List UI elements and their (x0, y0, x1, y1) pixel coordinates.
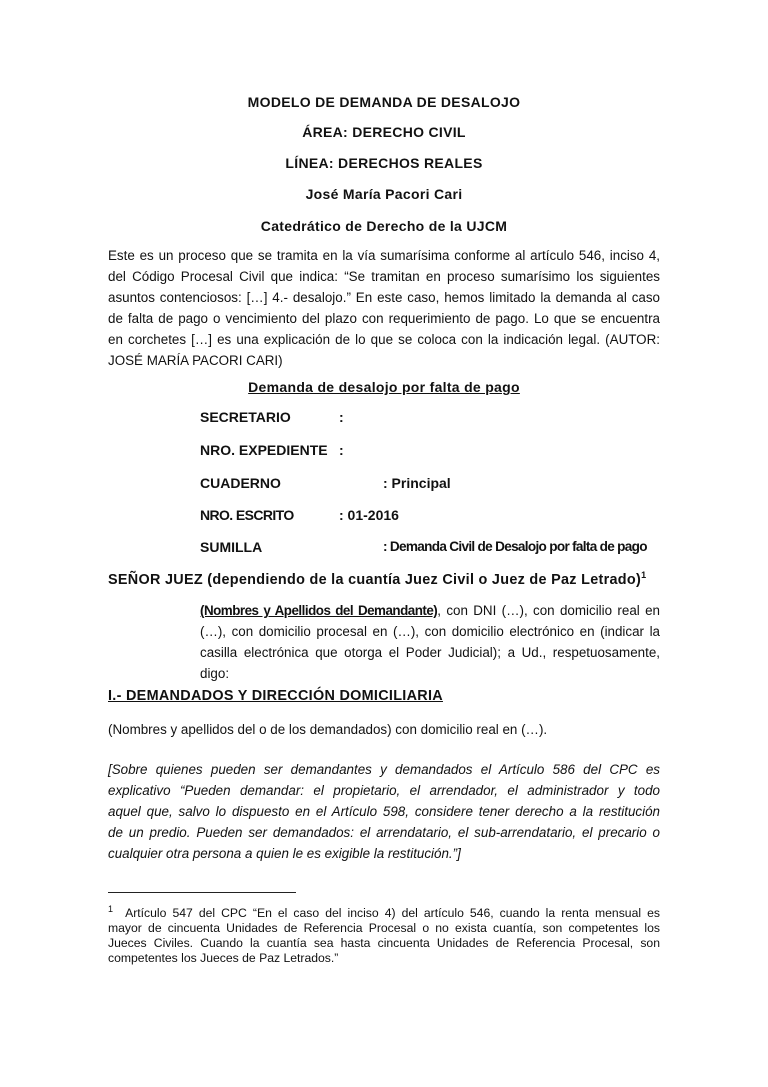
plaintiff-name-placeholder: (Nombres y Apellidos del Demandante) (200, 603, 438, 618)
footnote-line (108, 902, 660, 921)
plaintiff-line: digo: (200, 666, 230, 681)
legal-note (108, 759, 660, 864)
author-affiliation: Catedrático de Derecho de la UJCM (260, 218, 508, 234)
plaintiff-line: (…), con domicilio procesal en (…), con domicilio electrónico en (indicar la (200, 624, 660, 639)
judge-text: SEÑOR JUEZ (dependiendo de la cuantía Juez Civil o Juez de Paz Letrado) (108, 571, 642, 588)
footnote (108, 902, 660, 966)
intro-line: asuntos contenciosos: […] 4.- desalojo.” En este caso, hemos limitado la demanda al caso (108, 290, 660, 305)
judge-address (108, 570, 646, 588)
document-title: MODELO DE DEMANDA DE DESALOJO (247, 94, 521, 110)
footnote-ref[interactable]: 1 (641, 570, 647, 580)
legal-note-line: cualquier otra persona a quien le es exigible la restitución.”] (108, 846, 461, 861)
intro-line: JOSÉ MARÍA PACORI CARI) (108, 353, 283, 368)
cuaderno-value: : Principal (383, 475, 451, 491)
intro-line: en corchetes […] es una explicación de lo que se coloca con la indicación legal. (AUTOR: (108, 332, 660, 347)
footnote-line-text: Artículo 547 del CPC “En el caso del inciso 4) del artículo 546, cuando la renta mensual es (125, 906, 660, 921)
linea-line: LÍNEA: DERECHOS REALES (285, 155, 483, 171)
defendants-text: (Nombres y apellidos del o de los demandados) con domicilio real en (…). (108, 722, 548, 737)
secretario-label: SECRETARIO (200, 409, 291, 425)
footnote-number: 1 (108, 904, 114, 914)
escrito-label: NRO. ESCRITO (200, 507, 294, 523)
area-line: ÁREA: DERECHO CIVIL (302, 124, 466, 140)
escrito-value: : 01-2016 (339, 507, 399, 523)
legal-note-line: aquel que, salvo lo dispuesto en el Artículo 598, considere tener derecho a la restitución (108, 804, 660, 819)
section-heading: I.- DEMANDADOS Y DIRECCIÓN DOMICILIARIA (108, 688, 443, 704)
expediente-value: : (339, 442, 344, 458)
plaintiff-paragraph (200, 600, 660, 684)
plaintiff-line1-rest: , con DNI (…), con domicilio real en (437, 603, 660, 618)
legal-note-line: de un predio. Pueden ser demandados: el arrendatario, el sub-arrendatario, el precario o (108, 825, 660, 840)
intro-line: Este es un proceso que se tramita en la vía sumarísima conforme al artículo 546, inciso 4, (108, 248, 660, 263)
sumilla-label: SUMILLA (200, 539, 263, 555)
intro-paragraph (108, 245, 660, 371)
intro-line: de falta de pago o vencimiento del plazo con requerimiento de pago. Lo que se encuentra (108, 311, 660, 326)
legal-note-line: explicativo “Pueden demandar: el propietario, el arrendador, el administrador y todo (108, 783, 660, 798)
secretario-value: : (339, 409, 344, 425)
footnote-line: Jueces Civiles. Cuando la cuantía sea hasta cincuenta Unidades de Referencia Procesal, son (108, 936, 660, 951)
legal-note-line: [Sobre quienes pueden ser demandantes y demandados el Artículo 586 del CPC es (108, 762, 660, 777)
author-name: José María Pacori Cari (305, 186, 463, 202)
plaintiff-line: casilla electrónica que otorga el Poder Judicial); a Ud., respetuosamente, (200, 645, 660, 660)
footnote-divider (108, 892, 296, 893)
footnote-line: competentes los Jueces de Paz Letrados.” (108, 951, 339, 966)
demand-title: Demanda de desalojo por falta de pago (248, 379, 520, 395)
footnote-line: mayor de cincuenta Unidades de Referencia Procesal o no exista cuantía, son competentes los (108, 921, 660, 936)
cuaderno-label: CUADERNO (200, 475, 281, 491)
expediente-label: NRO. EXPEDIENTE (200, 442, 328, 458)
plaintiff-line (200, 600, 660, 621)
intro-line: del Código Procesal Civil que indica: “Se tramitan en proceso sumarísimo los siguientes (108, 269, 660, 284)
sumilla-value: : Demanda Civil de Desalojo por falta de pago (383, 539, 647, 554)
